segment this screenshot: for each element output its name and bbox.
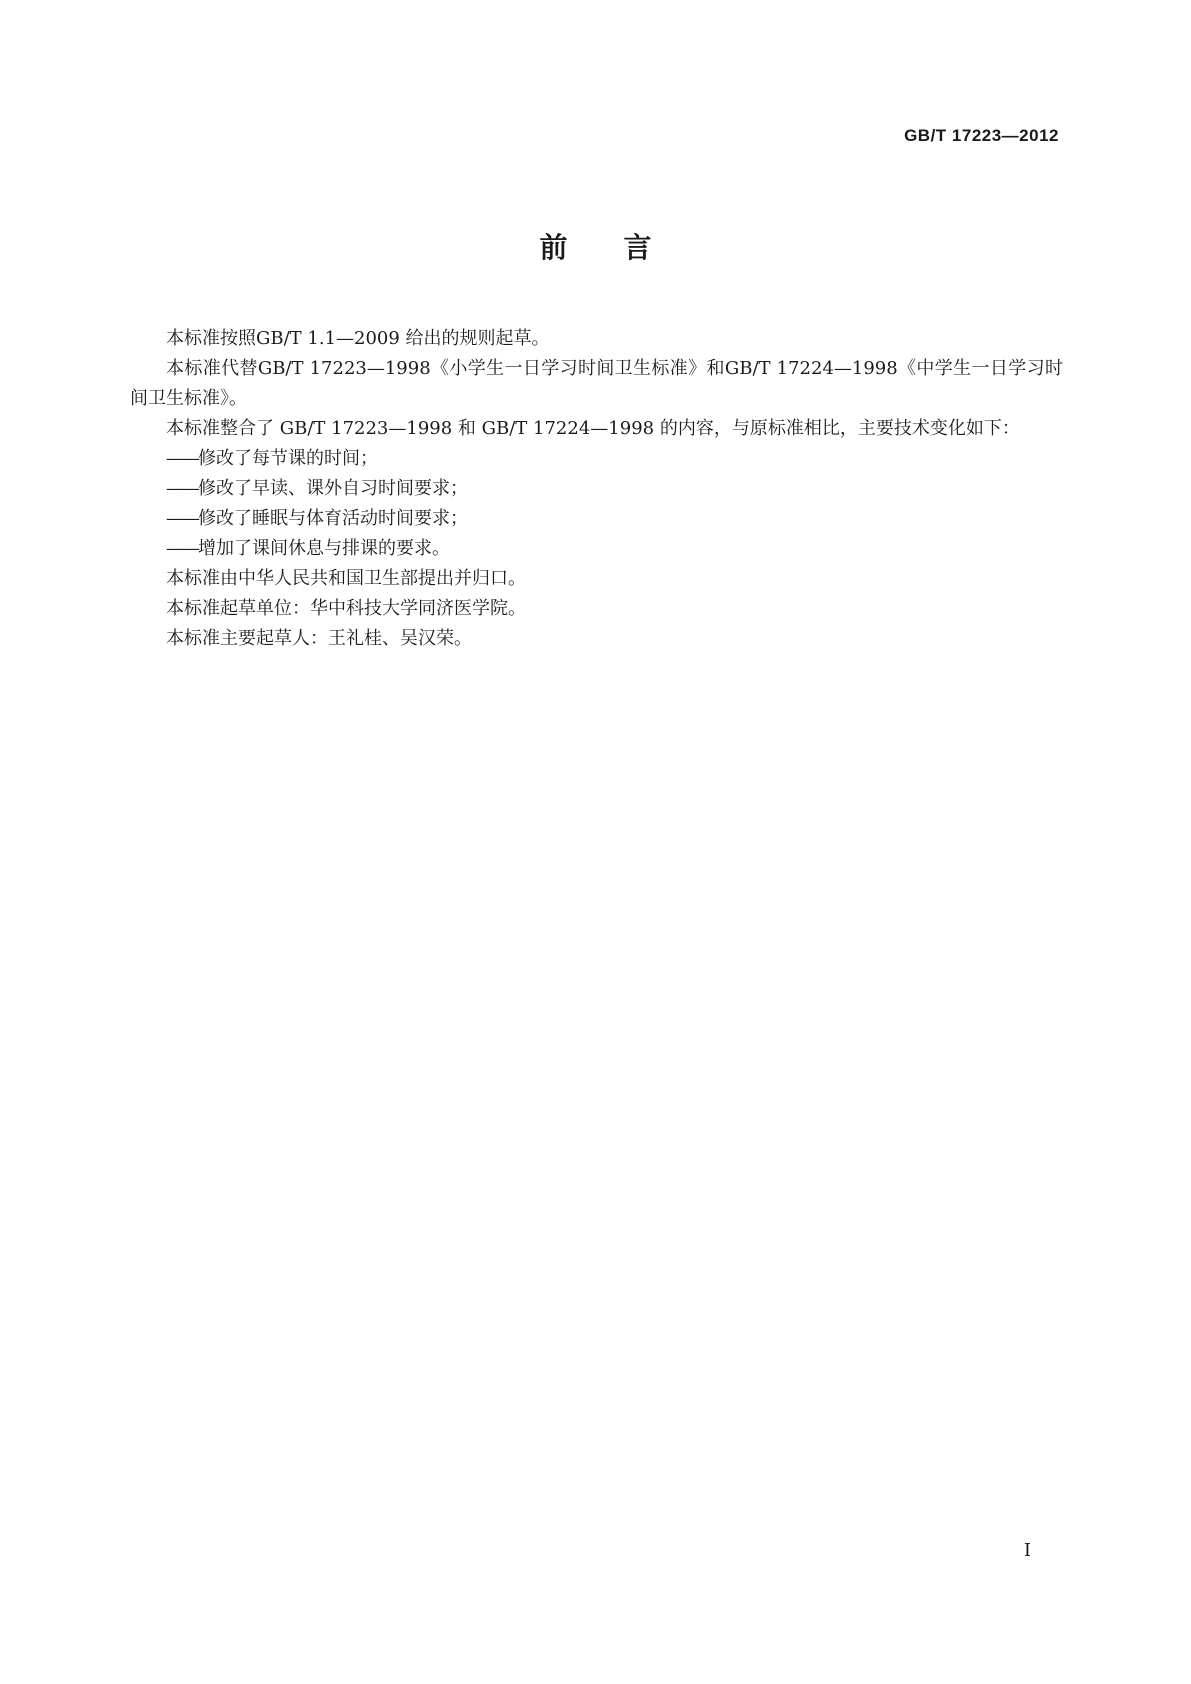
list-item-text: 修改了早读、课外自习时间要求；	[198, 478, 468, 499]
dash-marker: ——	[166, 478, 198, 499]
list-item-text: 修改了每节课的时间；	[198, 448, 378, 469]
list-item	[130, 534, 1063, 564]
dash-marker: ——	[166, 538, 198, 559]
foreword-body	[130, 324, 1063, 654]
list-item	[130, 504, 1063, 534]
list-item-text: 增加了课间休息与排课的要求。	[198, 538, 450, 559]
list-item	[130, 444, 1063, 474]
document-code: GB/T 17223—2012	[904, 126, 1059, 145]
dash-marker: ——	[166, 448, 198, 469]
page-title: 前言	[539, 231, 708, 264]
paragraph-drafting-rules: 本标准按照GB/T 1.1—2009 给出的规则起草。	[166, 328, 550, 349]
paragraph-drafters: 本标准主要起草人：王礼桂、吴汉荣。	[166, 628, 472, 649]
paragraph-replacement: 本标准代替GB/T 17223—1998《小学生一日学习时间卫生标准》和GB/T 17224—1998《中学生一日学习时间卫生标准》。	[130, 358, 1063, 409]
paragraph-drafting-unit: 本标准起草单位：华中科技大学同济医学院。	[166, 598, 526, 619]
page-number: I	[1023, 1540, 1031, 1561]
paragraph-proposer: 本标准由中华人民共和国卫生部提出并归口。	[166, 568, 526, 589]
list-item	[130, 474, 1063, 504]
paragraph-integration: 本标准整合了 GB/T 17223—1998 和 GB/T 17224—1998 的内容，与原标准相比，主要技术变化如下：	[166, 418, 1020, 439]
dash-marker: ——	[166, 508, 198, 529]
list-item-text: 修改了睡眠与体育活动时间要求；	[198, 508, 468, 529]
